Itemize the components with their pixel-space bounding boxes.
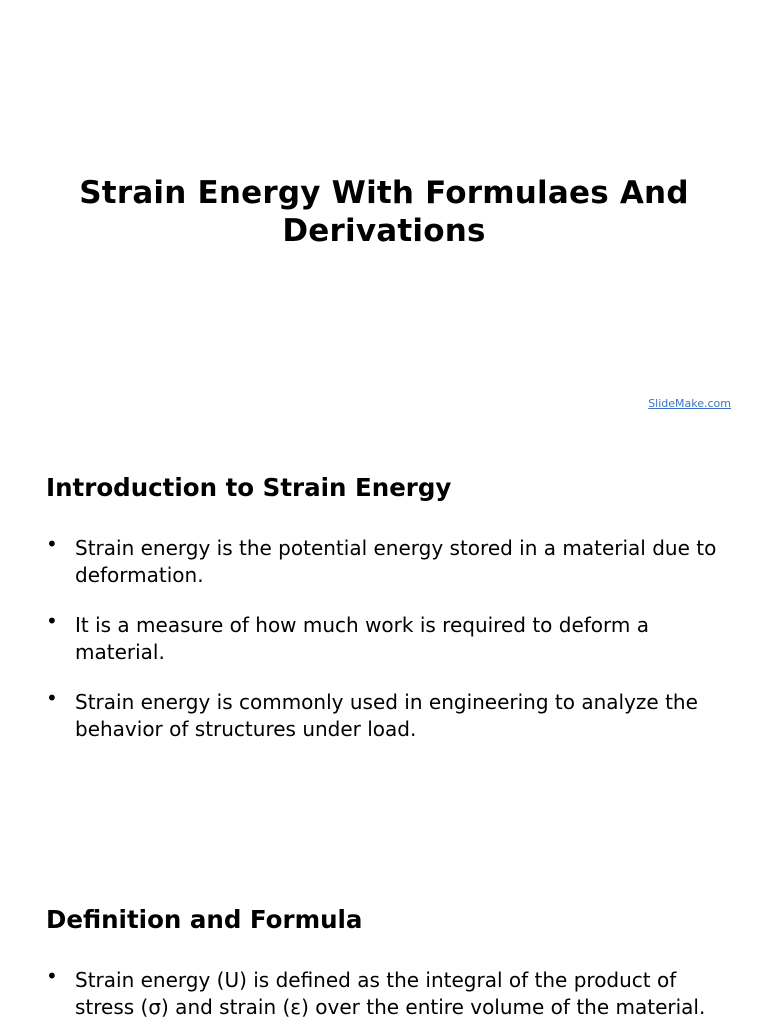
bullet-item (46, 686, 736, 742)
bullet-icon: • (46, 532, 58, 556)
section-heading: Definition and Formula (46, 905, 363, 934)
slide-title: Strain Energy With Formulaes And Derivations (79, 175, 689, 249)
slidemake-link[interactable]: SlideMake.com (648, 397, 731, 410)
bullet-item (46, 609, 736, 665)
bullet-item (46, 532, 736, 588)
section-introduction (46, 473, 736, 742)
bullet-icon: • (46, 686, 58, 710)
bullet-icon: • (46, 609, 58, 633)
bullet-list (46, 964, 736, 1020)
section-heading: Introduction to Strain Energy (46, 473, 452, 502)
bullet-list (46, 532, 736, 742)
bullet-icon: • (46, 964, 58, 988)
bullet-text: Strain energy is the potential energy stored in a material due to deformation. (75, 536, 717, 587)
bullet-text: It is a measure of how much work is required to deform a material. (75, 613, 650, 664)
bullet-text: Strain energy (U) is defined as the integral of the product of stress (σ) and strain (ε) over the entire volume of the material. (75, 968, 706, 1019)
section-definition (46, 905, 736, 1020)
bullet-item (46, 964, 736, 1020)
bullet-text: Strain energy is commonly used in engineering to analyze the behavior of structures under load. (75, 690, 698, 741)
